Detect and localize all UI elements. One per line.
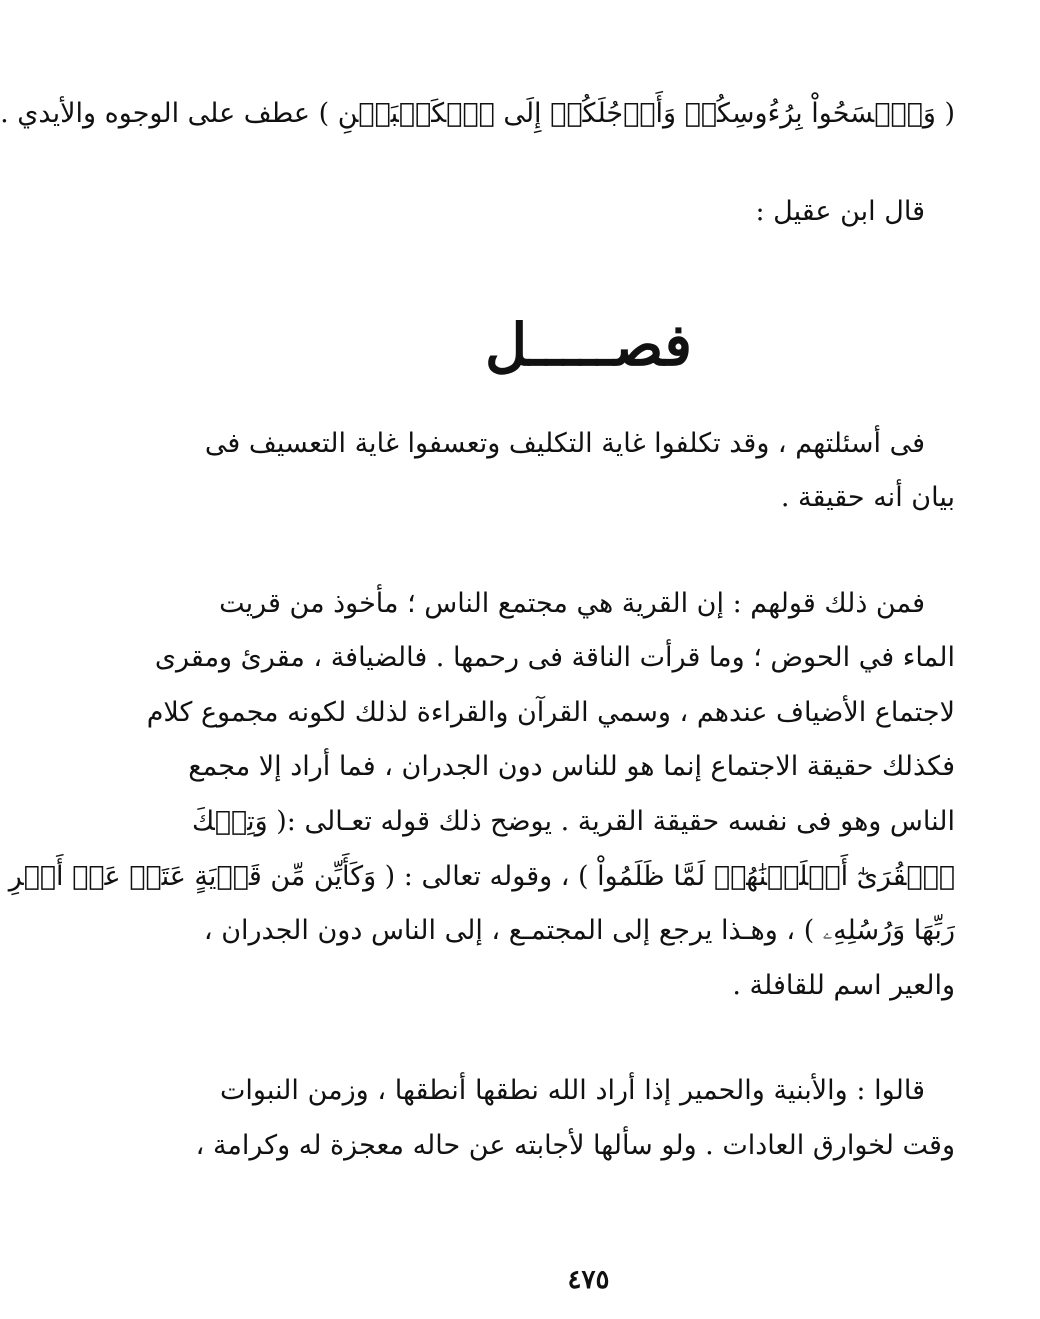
paragraph-line: لاجتماع الأضياف عندهم ، وسمي القرآن والقراءة لذلك لكونه مجموع كلام (146, 697, 955, 728)
section-heading: فصـــــل (485, 311, 692, 379)
paragraph-line: فمن ذلك قولهم : إن القرية هي مجتمع الناس ؛ مأخوذ من قريت (219, 588, 925, 619)
paragraph-line: ٱلۡقُرَىٰٓ أَهۡلَكۡنَٰهُمۡ لَمَّا ظَلَمُواْ ) ، وقوله تعالى : ( وَكَأَيِّن مِّن قَرۡيَةٍ عَتَتۡ عَنۡ أَمۡرِ (8, 861, 955, 892)
quran-verse-line: ( وَٱمۡسَحُواْ بِرُءُوسِكُمۡ وَأَرۡجُلَكُمۡ إِلَى ٱلۡكَعۡبَيۡنِ ) عطف على الوجوه والأيدي . (0, 98, 955, 129)
paragraph-line: فكذلك حقيقة الاجتماع إنما هو للناس دون الجدران ، فما أراد إلا مجمع (188, 751, 955, 782)
paragraph-line: وقت لخوارق العادات . ولو سألها لأجابته عن حاله معجزة له وكرامة ، (195, 1130, 955, 1161)
paragraph-line: فى أسئلتهم ، وقد تكلفوا غاية التكليف وتعسفوا غاية التعسيف فى (204, 428, 925, 459)
paragraph-line: الناس وهو فى نفسه حقيقة القرية . يوضح ذلك قوله تعـالى :( وَتِلۡكَ (191, 806, 955, 837)
paragraph-line: رَبِّهَا وَرُسُلِهِۦ ) ، وهـذا يرجع إلى المجتمـع ، إلى الناس دون الجدران ، (203, 915, 955, 946)
paragraph-line: بيان أنه حقيقة . (780, 482, 955, 513)
speaker-line: قال ابن عقيل : (755, 196, 925, 227)
paragraph-line: والعير اسم للقافلة . (732, 970, 955, 1001)
paragraph-line: الماء في الحوض ؛ وما قرأت الناقة فى رحمها . فالضيافة ، مقرئ ومقرى (154, 642, 955, 673)
paragraph-line: قالوا : والأبنية والحمير إذا أراد الله نطقها أنطقها ، وزمن النبوات (220, 1075, 925, 1106)
page-number: ٤٧٥ (567, 1265, 610, 1295)
